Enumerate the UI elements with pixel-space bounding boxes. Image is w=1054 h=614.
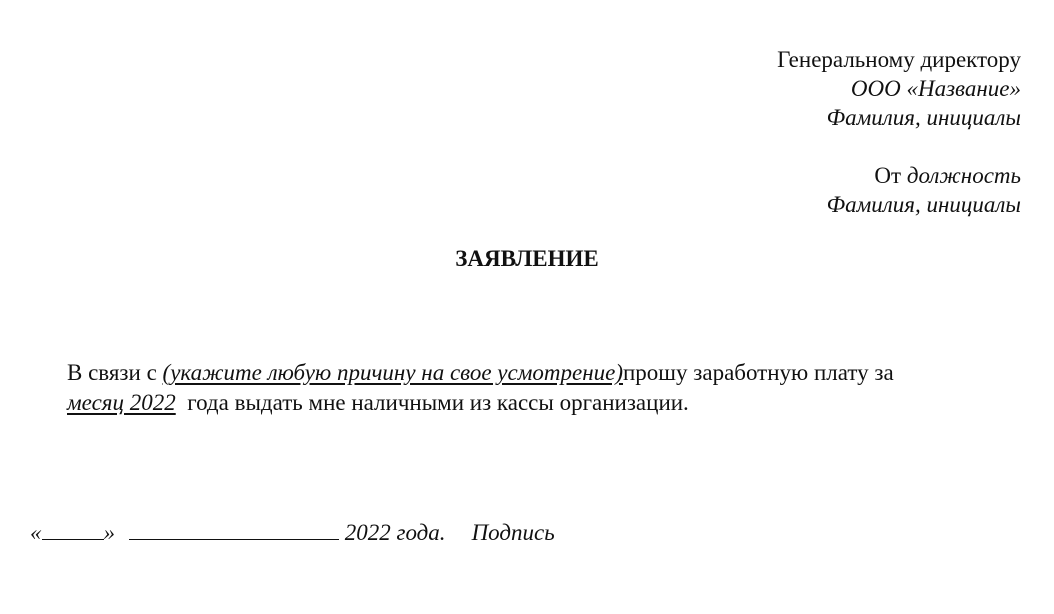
body-prefix: В связи с bbox=[67, 360, 163, 385]
recipient-title: Генеральному директору bbox=[777, 47, 1021, 72]
company-name: ООО «Название» bbox=[850, 76, 1021, 101]
header-spacer bbox=[777, 132, 1021, 161]
close-quote: » bbox=[103, 520, 115, 545]
body-line1-suffix: прошу заработную плату за bbox=[623, 360, 894, 385]
sender-name: Фамилия, инициалы bbox=[826, 192, 1021, 217]
sender-line bbox=[777, 161, 1021, 190]
body-line-2 bbox=[67, 388, 1007, 418]
from-prefix: От bbox=[874, 163, 907, 188]
open-quote: « bbox=[30, 520, 42, 545]
header-block bbox=[777, 45, 1021, 219]
body-line-1 bbox=[67, 358, 1007, 388]
month-blank bbox=[129, 517, 339, 540]
body-line2-suffix: года выдать мне наличными из кассы организации. bbox=[175, 390, 689, 415]
day-blank bbox=[42, 517, 104, 540]
recipient-name: Фамилия, инициалы bbox=[826, 105, 1021, 130]
statement-body bbox=[67, 358, 1007, 418]
signature-label: Подпись bbox=[471, 520, 555, 545]
month-placeholder: месяц 2022 bbox=[67, 390, 176, 415]
year-text: 2022 года. bbox=[339, 520, 446, 545]
sender-position: должность bbox=[906, 163, 1021, 188]
document-title: ЗАЯВЛЕНИЕ bbox=[455, 246, 599, 271]
reason-placeholder: (укажите любую причину на свое усмотрение) bbox=[162, 360, 623, 385]
signature-line bbox=[30, 517, 555, 548]
